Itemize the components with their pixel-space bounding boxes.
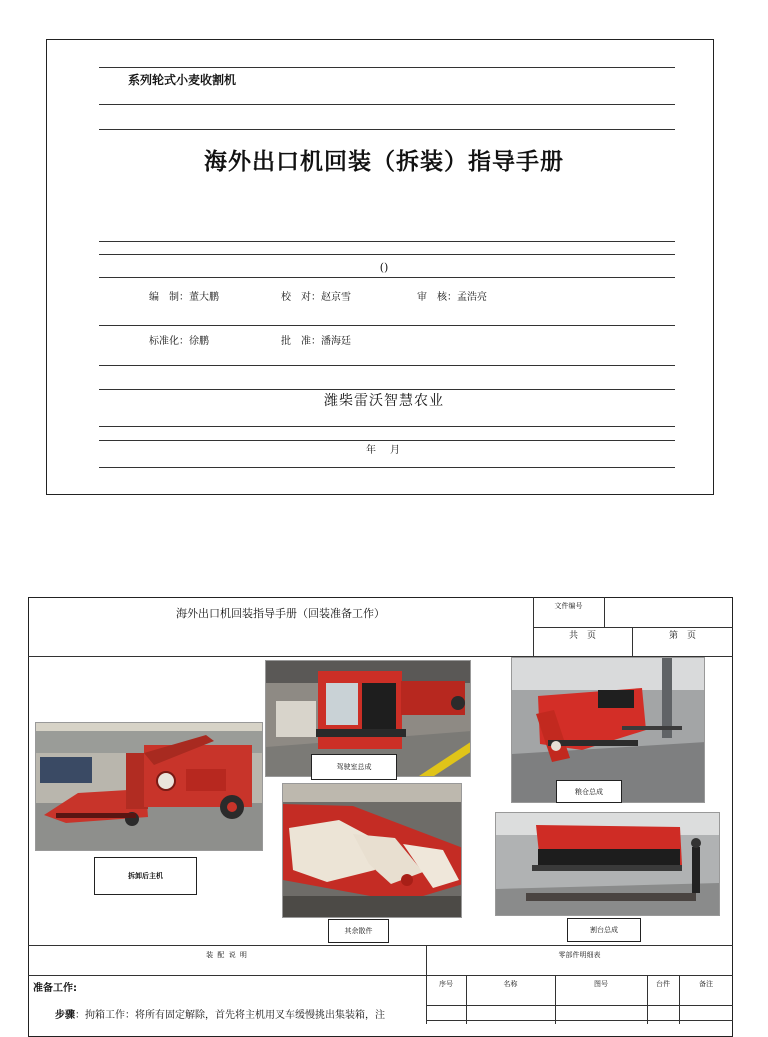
header-photo bbox=[495, 812, 720, 916]
main-machine-image bbox=[36, 723, 263, 851]
main-machine-photo bbox=[35, 722, 263, 851]
reviewer-name: 孟浩亮 bbox=[457, 292, 487, 303]
company-name: 潍柴雷沃智慧农业 bbox=[324, 393, 444, 409]
col-header-name: 名称 bbox=[503, 980, 518, 988]
series-name: 系列轮式小麦收割机 bbox=[128, 73, 237, 87]
col-header-remarks: 备注 bbox=[699, 980, 713, 988]
caption-grain-tank: 粮仓总成 bbox=[556, 780, 622, 803]
step-text: ：拘箱工作：将所有固定解除，首先将主机用叉车缓慢挑出集装箱，注 bbox=[75, 1010, 385, 1021]
year-month: 年 月 bbox=[366, 445, 402, 456]
approver-field bbox=[281, 332, 351, 347]
standard-name: 徐鹏 bbox=[189, 336, 209, 347]
checker-field bbox=[281, 288, 351, 303]
page-number: 第 页 bbox=[668, 631, 696, 641]
caption-cab: 驾驶室总成 bbox=[311, 754, 397, 780]
reviewer-field bbox=[417, 288, 487, 303]
header-image bbox=[496, 813, 720, 916]
grid-line bbox=[604, 597, 605, 627]
cover-rule bbox=[99, 325, 675, 326]
approver-label: 批 准： bbox=[281, 336, 321, 347]
approver-name: 潘海廷 bbox=[321, 336, 351, 347]
total-pages: 共 页 bbox=[568, 631, 596, 641]
doc-number-label: 文件编号 bbox=[554, 602, 583, 610]
editor-label: 编 制： bbox=[149, 292, 189, 303]
editor-name: 董大鹏 bbox=[189, 292, 219, 303]
grid-line bbox=[426, 1005, 733, 1006]
cover-rule bbox=[99, 277, 675, 278]
assembly-description-title: 装 配 说 明 bbox=[206, 951, 248, 959]
reviewer-label: 审 核： bbox=[417, 292, 457, 303]
cover-rule bbox=[99, 241, 675, 242]
cover-rule bbox=[99, 467, 675, 468]
cover-rule bbox=[99, 129, 675, 130]
caption-main-machine: 拆卸后主机 bbox=[94, 857, 197, 895]
prep-title: 准备工作: bbox=[33, 983, 77, 994]
checker-name: 赵京雪 bbox=[321, 292, 351, 303]
editor-field bbox=[149, 288, 219, 303]
loose-parts-image bbox=[283, 784, 462, 918]
cover-rule bbox=[99, 365, 675, 366]
cover-rule bbox=[99, 67, 675, 68]
loose-parts-photo bbox=[282, 783, 462, 918]
step-label: 步骤 bbox=[55, 1010, 75, 1021]
cover-title: 海外出口机回装（拆装）指导手册 bbox=[204, 149, 564, 175]
cover-rule bbox=[99, 426, 675, 427]
grid-line bbox=[28, 945, 733, 946]
step-line bbox=[55, 1006, 385, 1021]
grid-line bbox=[28, 975, 733, 976]
sheet-title: 海外出口机回装指导手册（回装准备工作） bbox=[176, 607, 385, 620]
caption-loose-parts: 其余散件 bbox=[328, 919, 389, 943]
cover-rule bbox=[99, 104, 675, 105]
caption-header: 割台总成 bbox=[567, 918, 641, 942]
cover-paren: () bbox=[379, 261, 389, 274]
col-header-qty: 台件 bbox=[656, 980, 670, 988]
grid-line bbox=[426, 1020, 733, 1021]
checker-label: 校 对： bbox=[281, 292, 321, 303]
cover-rule bbox=[99, 254, 675, 255]
col-header-no: 序号 bbox=[439, 980, 453, 988]
standard-label: 标准化： bbox=[149, 336, 189, 347]
parts-table-title: 零部件明细表 bbox=[558, 951, 601, 959]
standard-field bbox=[149, 332, 209, 347]
col-header-drawing-no: 图号 bbox=[594, 980, 608, 988]
